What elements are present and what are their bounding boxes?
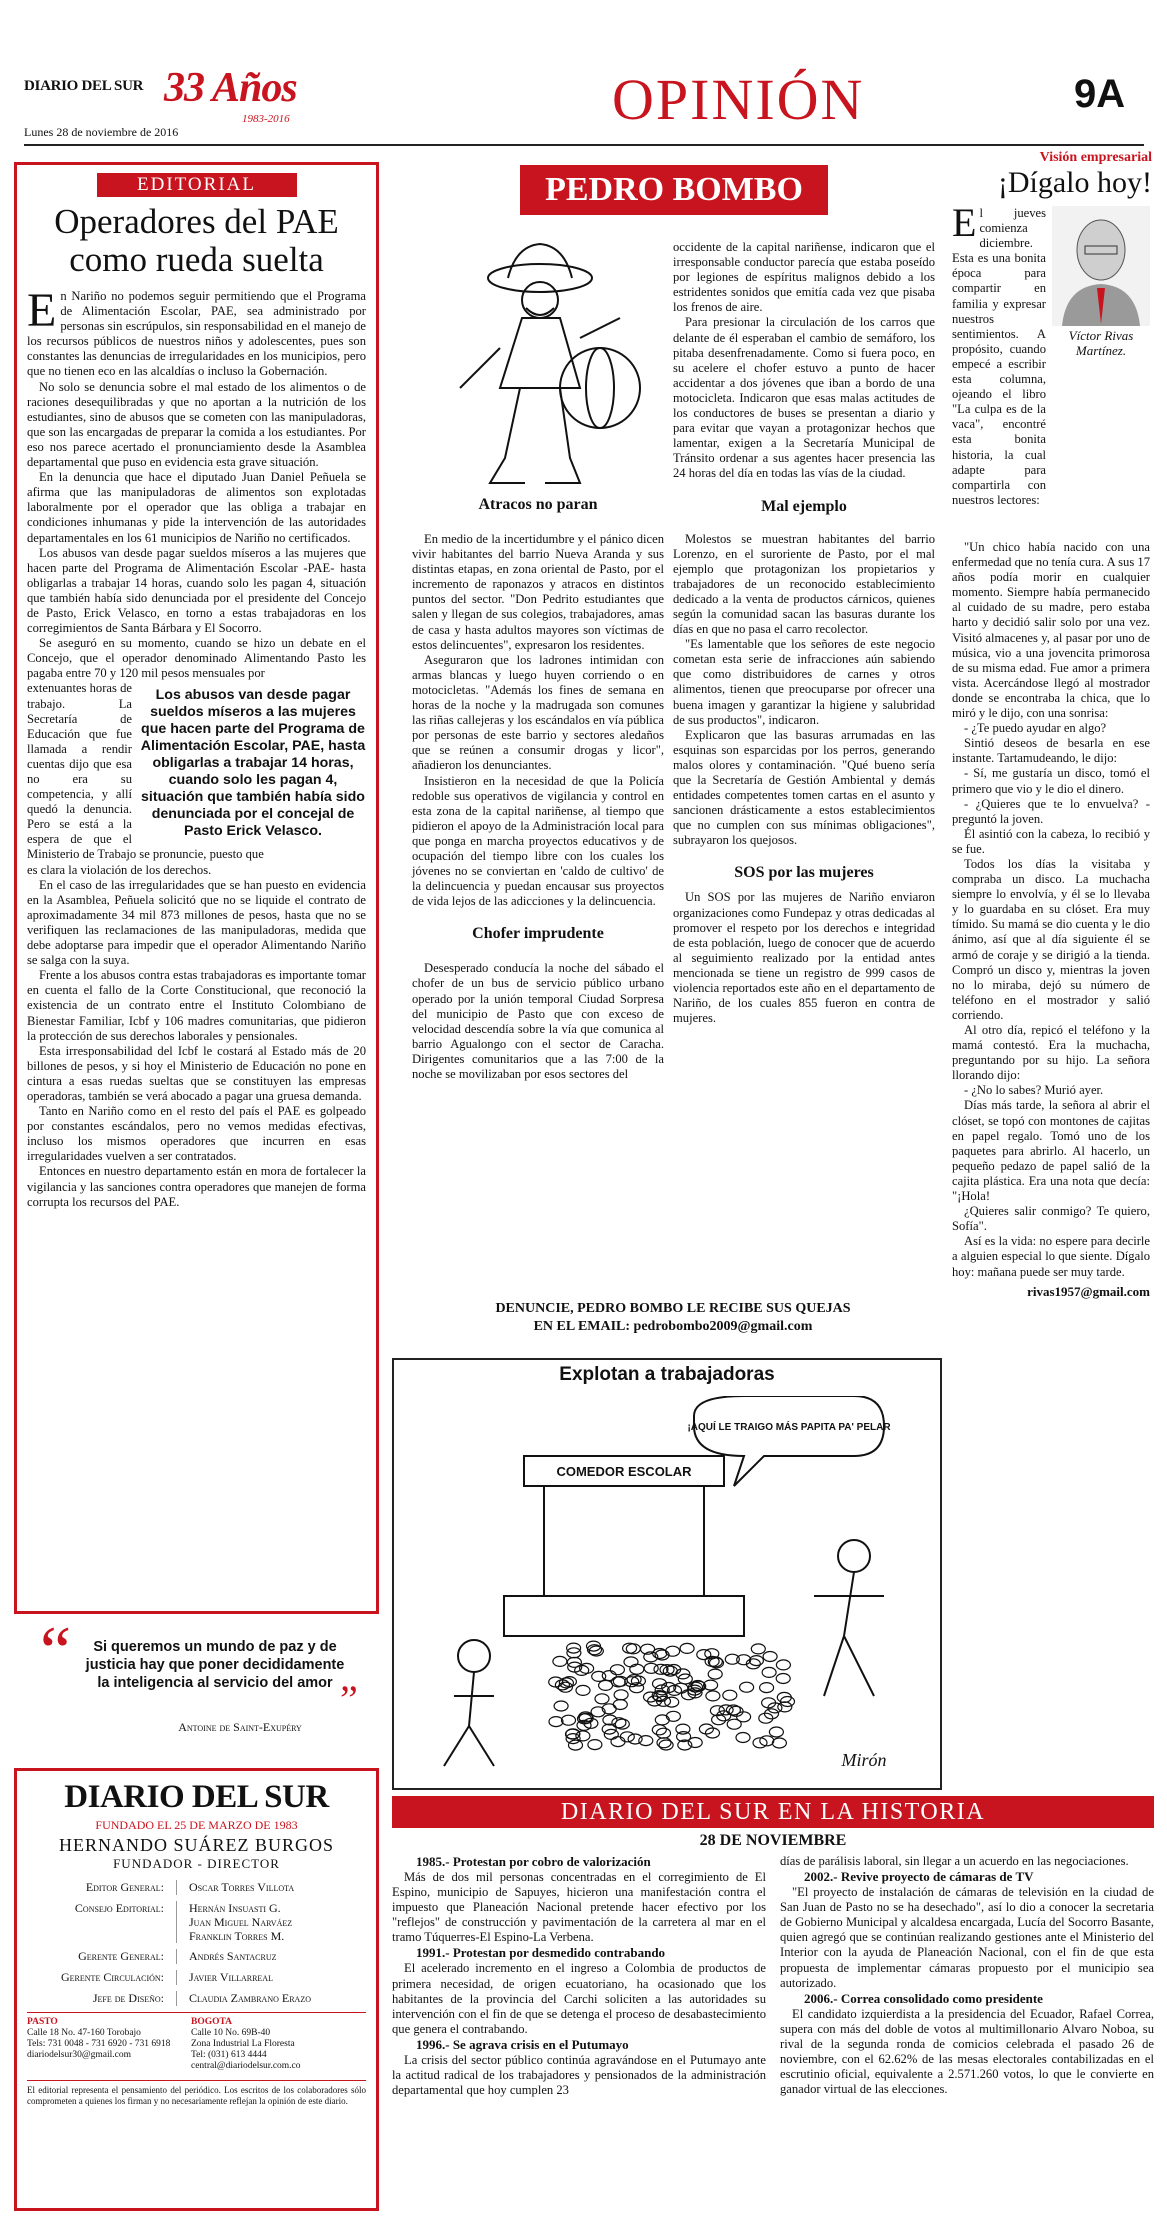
staff-row xyxy=(27,1949,366,1964)
staff-name: Javier Villarreal xyxy=(189,1970,273,1984)
column-paragraph: Él asintió con la cabeza, lo recibió y se fue. xyxy=(952,826,1150,856)
staff-founder: HERNANDO SUÁREZ BURGOS xyxy=(58,1835,335,1855)
masthead xyxy=(24,65,1144,148)
staff-row xyxy=(27,1970,366,1985)
cartoon-speech: ¡AQUÍ LE TRAIGO MÁS PAPITA PA' PELAR xyxy=(687,1422,891,1433)
potato-mark xyxy=(736,1733,750,1743)
heading-mal-ejemplo: Mal ejemplo xyxy=(761,497,847,515)
historia-col-right xyxy=(780,1854,1154,2098)
author-photo xyxy=(1052,206,1150,326)
date-line: Lunes 28 de noviembre de 2016 xyxy=(24,125,179,139)
staff-role: Gerente General: xyxy=(27,1949,177,1964)
potato-mark xyxy=(624,1657,638,1667)
staff-row xyxy=(27,1901,366,1943)
pb-paragraph: Un SOS por las mujeres de Nariño enviaron organizaciones como Fundepaz y otras dedicadas al promover el respeto por los derechos e integridad de esta población, luego de conocer que de acuerdo al seguimiento realizado por la entidad antes mencionada se tiene un registro de 999 casos de violencia reportados este año en el departamento de Nariño, de los cuales 855 fueron en contra de mujeres. xyxy=(673,890,935,1026)
column-paragraph: - ¿Te puedo ayudar en algo? xyxy=(964,721,1107,736)
column-paragraph: - ¿No lo sabes? Murió ayer. xyxy=(964,1083,1104,1098)
potato-mark xyxy=(697,1650,711,1660)
pb-paragraph: Aseguraron que los ladrones intimidan con armas blancas y luego huyen corriendo o en motocicletas. "Además los fines de semana en horas de la noche y la madrugada son comunes las riñas callejeras y los escándalos en vía pública por personas de este barrio y sectores aledaños que se reúnen a consumir drogas y licor", añadieron los denunciantes. xyxy=(412,652,664,773)
historia-item xyxy=(392,1945,766,2036)
staff-founded: FUNDADO EL 25 DE MARZO DE 1983 xyxy=(95,1818,298,1832)
quote-text: Si queremos un mundo de paz y de justicia hay que poner decididamente la inteligencia al servicio del amor xyxy=(85,1639,345,1691)
historia-item-title: 2002.- Revive proyecto de cámaras de TV xyxy=(804,1869,1034,1885)
potato-mark xyxy=(639,1736,653,1746)
pedro-bombo-col-right xyxy=(673,240,935,1026)
potato-mark xyxy=(630,1664,644,1674)
editorial-box xyxy=(14,162,379,1614)
historia-item xyxy=(780,1991,1154,2098)
historia-item xyxy=(392,2037,766,2098)
editorial-paragraph: Frente a los abusos contra estas trabajadoras es importante tomar en cuenta el fallo de la Corte Constitucional, que reconoció la existencia de un contrato entre el Instituto Colombiano de Bienestar Familiar, Icbf y 106 madres comunitarias, que pidieron la protección de sus derechos laborales y pensionales. xyxy=(27,968,366,1043)
page-number: 9A xyxy=(1074,72,1126,116)
potato-mark xyxy=(760,1683,774,1693)
pb-paragraph: occidente de la capital nariñense, indicaron que el irresponsable conductor parecía que estaba poseído por legiones de espíritus malignos debido a los estridentes sonidos que emitía cada vez que pisaba los frenos de aire. xyxy=(673,240,935,315)
pb-paragraph: Explicaron que las basuras arrumadas en las esquinas son esparcidas por los perros, generando malos olores y contaminación. "Qué bueno sería que la Secretaría de Gestión Ambiental y demás entidades competentes tomen cartas en el asunto y sancionen drásticamente a estos establecimientos que no cumplen con sus mínimas obligaciones", subrayaron los quejosos. xyxy=(673,727,935,848)
heading-chofer: Chofer imprudente xyxy=(472,925,604,943)
quote-author: Antoine de Saint-Exupéry xyxy=(178,1720,302,1734)
potato-mark xyxy=(666,1646,680,1656)
historia-section xyxy=(392,1796,1154,2210)
staff-name: Claudia Zambrano Erazo xyxy=(189,1991,311,2005)
historia-item xyxy=(392,1854,766,1945)
pedro-bombo-col-left xyxy=(412,496,664,1082)
potato-mark xyxy=(778,1702,792,1712)
potato-mark xyxy=(599,1680,613,1690)
potato-mark xyxy=(588,1740,602,1750)
potato-mark xyxy=(549,1717,563,1727)
staff-row xyxy=(27,1991,366,2006)
historia-item-title: 2006.- Correa consolidado como presidente xyxy=(804,1990,1043,2006)
column-kicker: Visión empresarial xyxy=(1039,150,1152,165)
opinion-column-body xyxy=(952,540,1150,1300)
drop-cap: E xyxy=(27,284,57,337)
pb-paragraph: Insistieron en la necesidad de que la Policía redoble sus operativos de vigilancia y control en esta zona de la capital nariñense, al tiempo que pidieron el apoyo de la Administración local para que ponga en marcha proyectos educativos y de ocupación del tiempo libre con los cuales los jóvenes no se conviertan en 'caldo de cultivo' de la delincuencia y puedan encausar sus proyectos de vida lejos de las adicciones y la delincuencia. xyxy=(412,773,664,909)
staff-name: Oscar Torres Villota xyxy=(189,1880,295,1894)
potato-mark xyxy=(706,1691,720,1701)
historia-item-title: 1991.- Protestan por desmedido contrabando xyxy=(416,1945,666,1961)
pedro-bombo-drummer-illustration xyxy=(430,238,680,496)
drop-cap: E xyxy=(952,200,977,245)
editorial-first-paragraph: En Nariño no podemos seguir permitiendo que el Programa de Alimentación Escolar, PAE, sea administrado por personas sin escrúpulos, sin responsabilidad en el manejo de los recursos públicos de nuestros niños y adolescentes, pues son constantes las denuncias de irregularidades en los municipios, pero que no tienen eco en las alcaldías o incluso la Gobernación. xyxy=(27,284,366,379)
potato-mark xyxy=(611,1737,625,1747)
column-paragraph: "Un chico había nacido con una enfermedad que no tenía cura. A sus 17 años podía morir en cualquier momento. Siempre había permanecido al cuidado de su madre, pero estaba harto y decidió salir solo por una vez. Visitó almacenes y, al pasar por uno de música, vio a una jovencita primorosa de su misma edad. Fue amor a primera vista. Acercándose llegó al mostrador donde se encontraba la chica, que lo miró y le dijo, con una sonrisa: xyxy=(952,540,1150,721)
cartoon-title: Explotan a trabajadoras xyxy=(559,1364,775,1385)
editorial-paragraph: Los abusos van desde pagar sueldos míseros a las mujeres que hacen parte del Programa de Alimentación Escolar -PAE- hasta obligarlas a trabajar 14 horas, cuando solo les pagan 4, situación que también había sido denunciada por el presidente del Concejo de Pasto, Erick Velasco, en torno a estas trabajadoras en los corregimientos de Santa Bárbara y El Socorro. xyxy=(27,545,366,636)
editorial-title: Operadores del PAE como rueda suelta xyxy=(54,202,339,279)
column-paragraph: Al otro día, repicó el teléfono y la mamá contestó. Era la muchacha, preguntando por su hijo. La señora llorando dijo: xyxy=(952,1023,1150,1083)
historia-item xyxy=(780,1869,1154,1991)
section-title: OPINIÓN xyxy=(612,67,865,132)
bogota-label: BOGOTA xyxy=(191,2017,232,2027)
column-email: rivas1957@gmail.com xyxy=(1027,1283,1150,1299)
potato-mark xyxy=(603,1715,617,1725)
potato-mark xyxy=(655,1715,669,1725)
pb-paragraph: "Es lamentable que los señores de este negocio cometan esta serie de infracciones aún sabiendo que como distribuidores de carnes y otros alimentos, tienen que preocuparse por ofrecer una buena imagen y garantizar la higiene y salubridad de sus productos", indicaron. xyxy=(673,637,935,727)
historia-item-text: "El proyecto de instalación de cámaras de televisión en la ciudad de San Juan de Pasto no se ha desechado", así lo dio a conocer la secretaria de Gobierno Municipal y alcaldesa encargada, Lucía del Socorro Basante, quien agregó que se continúan realizando gestiones ante el Ministerio del Interior con la ayuda de Planeación Nacional, con el fin de que esta propuesta de implementar cámaras propuesto por el municipio sea autorizado. xyxy=(780,1885,1154,1990)
cartoon-signature: Mirón xyxy=(841,1750,887,1770)
potato-mark xyxy=(576,1731,590,1741)
potato-mark xyxy=(576,1685,590,1695)
pedro-bombo-footer: DENUNCIE, PEDRO BOMBO LE RECIBE SUS QUEJAS EN EL EMAIL: pedrobombo2009@gmail.com xyxy=(495,1301,851,1334)
column-title: ¡Dígalo hoy! xyxy=(997,166,1152,199)
historia-date: 28 DE NOVIEMBRE xyxy=(699,1832,847,1849)
editorial-wrap-paragraph: extenuantes horas de trabajo. La Secretaría de Educación que fue llamada a rendir cuentas dijo que esa no era su competencia, y allí quedó la denuncia. Pero se está a la espera de que el Ministerio de Trabajo se pronuncie, puesto que xyxy=(27,681,264,862)
pedro-bombo-header xyxy=(520,165,828,215)
column-paragraph: Días más tarde, la señora al abrir el clóset, se topó con montones de cajitas en papel regalo. Tomó uno de los paquetes para abrirlo. Al hacerlo, un pequeño pedazo de papel salió de la cajita plástica. Era una nota que decía: "¡Hola! xyxy=(952,1098,1150,1204)
pb-paragraph: Desesperado conducía la noche del sábado el chofer de un bus de servicio público urbano operado por la unión temporal Ciudad Sorpresa del municipio de Pasto que con exceso de velocidad descendía sobre la vía que comunica al barrio Agualongo con el sector de Caracha. Dirigentes comunitarios que a las 7:00 de la noche se movilizaban por esos sectores del xyxy=(412,961,664,1081)
opinion-column xyxy=(952,150,1152,507)
pb-paragraph: Para presionar la circulación de los carros que delante de él esperaban el cambio de semáforo, los pitaba desenfrenadamente. Como si fuera poco, en su acelere el chofer estuvo a punto de hacer accidentar a dos jóvenes que iban a bordo de una motocicleta. Indicaron que esas malas actitudes de los conductores de buses se presentan a diario y para evitar que vayan a protagonizar hechos que lamentar, exigen a la Secretaría Municipal de Tránsito ordenar a sus agentes hacer presencia las 24 horas del día en todas las vías de la ciudad. xyxy=(673,315,935,481)
editorial-paragraph: Entonces en nuestro departamento están en mora de fortalecer la vigilancia y las sanciones contra operadores que manejen de forma corrupta los recursos del PAE. xyxy=(27,1164,366,1209)
staff-paper-name: DIARIO DEL SUR xyxy=(64,1779,329,1815)
potato-mark xyxy=(592,1671,606,1681)
column-paragraph: Así es la vida: no espere para decirle a alguien especial lo que siente. Dígalo hoy: mañana puede ser muy tarde. xyxy=(952,1234,1150,1279)
potato-mark xyxy=(772,1738,786,1748)
pb-paragraph: En medio de la incertidumbre y el pánico dicen vivir habitantes del barrio Nueva Aranda y sus distintas etapas, en zona oriental de Pasto, por el incremento de raponazos y atracos en distintos puntos del sector. "Don Pedrito estudiantes que salen y llegan de sus colegios, trabajadores, amas de casa y hasta adultos mayores son víctimas de estos delincuentes", expresaron los residentes. xyxy=(412,532,664,652)
staff-disclaimer: El editorial representa el pensamiento del periódico. Los escritos de los colaboradores sólo comprometen a quienes los firman y no necesariamente reflejan la opinión de este diario. xyxy=(27,2080,366,2107)
potato-mark xyxy=(749,1656,763,1666)
author-name: Víctor Rivas Martínez. xyxy=(1068,328,1134,358)
column-intro-wrap xyxy=(952,200,1046,508)
editorial-paragraph: Esta irresponsabilidad del Icbf le costará al Estado más de 20 billones de pesos, y si hoy el Ministerio de Educación no pone en cintura a esas ruedas sueltas que se constituyen las empresas operadoras, también se verá abocado a pagar una gruesa demanda. xyxy=(27,1043,366,1103)
editorial-paragraph: Se aseguró en su momento, cuando se hizo un debate en el Concejo, que el operador denominado Alimentando Pasto les pagaba entre 70 y 120 mil pesos mensuales por xyxy=(27,636,366,681)
editorial-tag: EDITORIAL xyxy=(97,173,297,197)
potato-mark xyxy=(680,1643,694,1653)
staff-name: Hernán Insuasti G. Juan Miguel Narváez Franklin Torres M. xyxy=(189,1901,293,1943)
potato-mark xyxy=(644,1663,658,1673)
column-paragraph: - Sí, me gustaría un disco, tomó el primero que vio y le dio el dinero. xyxy=(952,766,1150,796)
editorial-paragraph: En la denuncia que hace el diputado Juan Daniel Peñuela se afirma que las manipuladoras de alimentos son explotadas laboralmente por el operador que las obliga a trabajar en condiciones inhumanas y pide la intervención de las autoridades departamentales en los 61 municipios de Nariño no certificados. xyxy=(27,470,366,545)
pullquote-wrap xyxy=(27,681,366,862)
staff-box xyxy=(14,1768,379,2211)
pasto-address: Calle 18 No. 47-160 Torobajo Tels: 731 0048 - 731 6920 - 731 6918 diariodelsur30@gmail.com xyxy=(27,2028,171,2060)
column-top xyxy=(952,200,1152,507)
staff-role: Gerente Circulación: xyxy=(27,1970,177,1985)
potato-mark xyxy=(562,1715,576,1725)
anniversary-logo: 33 Años xyxy=(164,65,297,111)
potato-mark xyxy=(595,1694,609,1704)
staff-role: Jefe de Diseño: xyxy=(27,1991,177,2006)
potato-mark xyxy=(620,1732,634,1742)
potato-mark xyxy=(613,1700,627,1710)
historia-lead: días de parálisis laboral, sin llegar a un acuerdo en las negociaciones. xyxy=(780,1854,1129,1868)
staff-role: Consejo Editorial: xyxy=(27,1901,177,1943)
column-paragraph: - ¿Quieres que te lo envuelva? -preguntó la joven. xyxy=(952,796,1150,826)
column-paragraph: Sintió deseos de besarla en ese instante. Tartamudeando, le dijo: xyxy=(952,736,1150,766)
historia-item-text: Más de dos mil personas concentradas en el corregimiento de El Espino, municipio de Sapuyes, hicieron una manifestación contra el impuesto que Planeación Nacional pretende hacer efectivo por los "reflejos" de construcción y pavimentación de la carretera al mar en el tramo Túquerres-El Espino-La Verbena. xyxy=(392,1870,766,1945)
potato-mark xyxy=(751,1644,765,1654)
quote-box xyxy=(40,1613,362,1746)
potato-mark xyxy=(708,1669,722,1679)
column-paragraph: ¿Quieres salir conmigo? Te quiero, Sofía". xyxy=(952,1204,1150,1234)
historia-columns xyxy=(392,1854,1154,2098)
editorial-paragraph: En el caso de las irregularidades que se han puesto en evidencia en la Asamblea, Peñuela solicitó que no se liquide el contrato de aproximadamente 34 mil 873 millones de pesos, hasta que no se verifiquen las reclamaciones de las manipuladoras, medida que debe adoptarse para impedir que el operador Alimentando Nariño se salga con la suya. xyxy=(27,877,366,968)
quote-mark-icon: “ xyxy=(40,1613,72,1690)
potato-mark xyxy=(763,1652,777,1662)
pasto-label: PASTO xyxy=(27,2017,58,2027)
potato-mark xyxy=(666,1711,680,1721)
cartoon-illustration xyxy=(414,1396,924,1786)
potato-mark xyxy=(723,1690,737,1700)
quote-close-icon: ” xyxy=(340,1677,358,1722)
pb-paragraph: Molestos se muestran habitantes del barrio Lorenzo, en el suroriente de Pasto, por el mal ejemplo que protagonizan los propietarios y trabajadores de un reconocido establecimiento dedicado a la venta de productos cárnicos, quienes según la comunidad sacan las basuras durante los días en que no pasa el carro recolector. xyxy=(673,531,935,637)
masthead-rule xyxy=(24,144,1144,146)
potato-mark xyxy=(776,1660,790,1670)
potato-mark xyxy=(769,1727,783,1737)
historia-header: DIARIO DEL SUR EN LA HISTORIA xyxy=(392,1796,1154,1828)
potato-mark xyxy=(762,1667,776,1677)
potato-mark xyxy=(737,1712,751,1722)
historia-item-text: La crisis del sector público continúa agravándose en el Putumayo ante la actitud radical de los trabajadores y pensionados de la administración departamental que hoy cumplen 23 xyxy=(392,2052,766,2098)
cartoon-sign: COMEDOR ESCOLAR xyxy=(556,1464,692,1479)
potato-mark xyxy=(554,1701,568,1711)
staff-table xyxy=(27,1880,366,2006)
potato-mark xyxy=(706,1728,720,1738)
anniversary-years: 1983-2016 xyxy=(242,113,290,125)
historia-item-text: El acelerado incremento en el ingreso a Colombia de productos de primera necesidad, de origen ecuatoriano, ha ocasionado que los habitantes de la provincia del Carchi soliciten a las autoridades su intervención con el fin de que se detenga el proceso de desabastecimiento que genera el contrabando. xyxy=(392,1961,766,2036)
editorial-paragraph: es clara la violación de los derechos. xyxy=(27,862,212,877)
pedro-bombo-title: PEDRO BOMBO xyxy=(545,171,803,208)
heading-sos: SOS por las mujeres xyxy=(734,864,874,882)
potato-mark xyxy=(610,1665,624,1675)
potato-mark xyxy=(569,1740,583,1750)
editorial-paragraph: Tanto en Nariño como en el resto del país el PAE es golpeado por constantes escándalos, pero no vemos medidas efectivas, incluso los mismos operadores que incurren en esas irregularidades vuelven a ser contratados. xyxy=(27,1104,366,1164)
column-first-paragraph: El jueves comienza diciembre. Esta es una bonita época para compartir en familia y expresar nuestros sentimientos. A propósito, cuando empecé a escribir esta columna, ojeando el libro "La culpa es de la vaca", encontré esta bonita historia, la cual adapte para compartirla con nuestros lectores: xyxy=(952,200,1046,507)
historia-item-title: 1996.- Se agrava crisis en el Putumayo xyxy=(416,2036,629,2052)
potato-mark xyxy=(553,1656,567,1666)
staff-role: Editor General: xyxy=(27,1880,177,1895)
potato-mark xyxy=(699,1724,713,1734)
staff-addresses xyxy=(27,2012,366,2072)
editorial-paragraph: No solo se denuncia sobre el mal estado de los alimentos o de raciones desequilibradas y que no aportan a la nutrición de los estudiantes, sino de abusos que se cometen con las manipuladoras, que son las encargadas de preparar la comida a los estudiantes. Por eso nos parece acertado el pronunciamiento desde la Asamblea departamental que puso en evidencia esta grave situación. xyxy=(27,379,366,470)
cartoon-box xyxy=(392,1358,942,1790)
potato-mark xyxy=(740,1682,754,1692)
historia-item-title: 1985.- Protestan por cobro de valorización xyxy=(416,1854,651,1869)
heading-atracos: Atracos no paran xyxy=(478,496,598,513)
bogota-address: Calle 10 No. 69B-40 Zona Industrial La Floresta Tel: (031) 613 4444 central@diariodelsur.com.co xyxy=(191,2028,301,2071)
potato-mark xyxy=(776,1674,790,1684)
pullquote: Los abusos van desde pagar sueldos míseros a las mujeres que hacen parte del Programa de Alimentación Escolar, PAE, hasta obligarlas a trabajar 14 horas, cuando solo les pagan 4, situación que también había sido denunciada por el concejal de Pasto Erick Velasco. xyxy=(140,687,366,840)
historia-item-text: El candidato izquierdista a la presidencia del Ecuador, Rafael Correa, supera con más del doble de votos al multimillonario Alvaro Noboa, su rival de la segunda ronda de comicios celebrada el pasado 26 de noviembre, con el 62.62% de las mesas electorales contabilizadas en el escrutinio oficial, equivalente a 2.571.260 votos, lo que le convierte en ganador virtual de las elecciones. xyxy=(780,2006,1154,2097)
staff-name: Andrés Santacruz xyxy=(189,1949,277,1963)
potato-mark xyxy=(614,1690,628,1700)
potato-mark xyxy=(659,1740,673,1750)
paper-logo: DIARIO DEL SUR xyxy=(24,78,144,94)
historia-col-left xyxy=(392,1854,766,2098)
staff-row xyxy=(27,1880,366,1895)
column-paragraph: Todos los días la visitaba y compraba un disco. La muchacha siempre lo envolvía, y él se lo llevaba y lo guardaba en su clóset. Era muy tímido. Su mamá se dio cuenta y le dio ánimo, así que al día siguiente él se armó de coraje y se dirigió a la tienda. Compró un disco y, mientras la joven no lo miraba, dejó su número de teléfono en el mostrador y salió corriendo. xyxy=(952,856,1150,1022)
staff-founder-role: FUNDADOR - DIRECTOR xyxy=(113,1856,280,1871)
